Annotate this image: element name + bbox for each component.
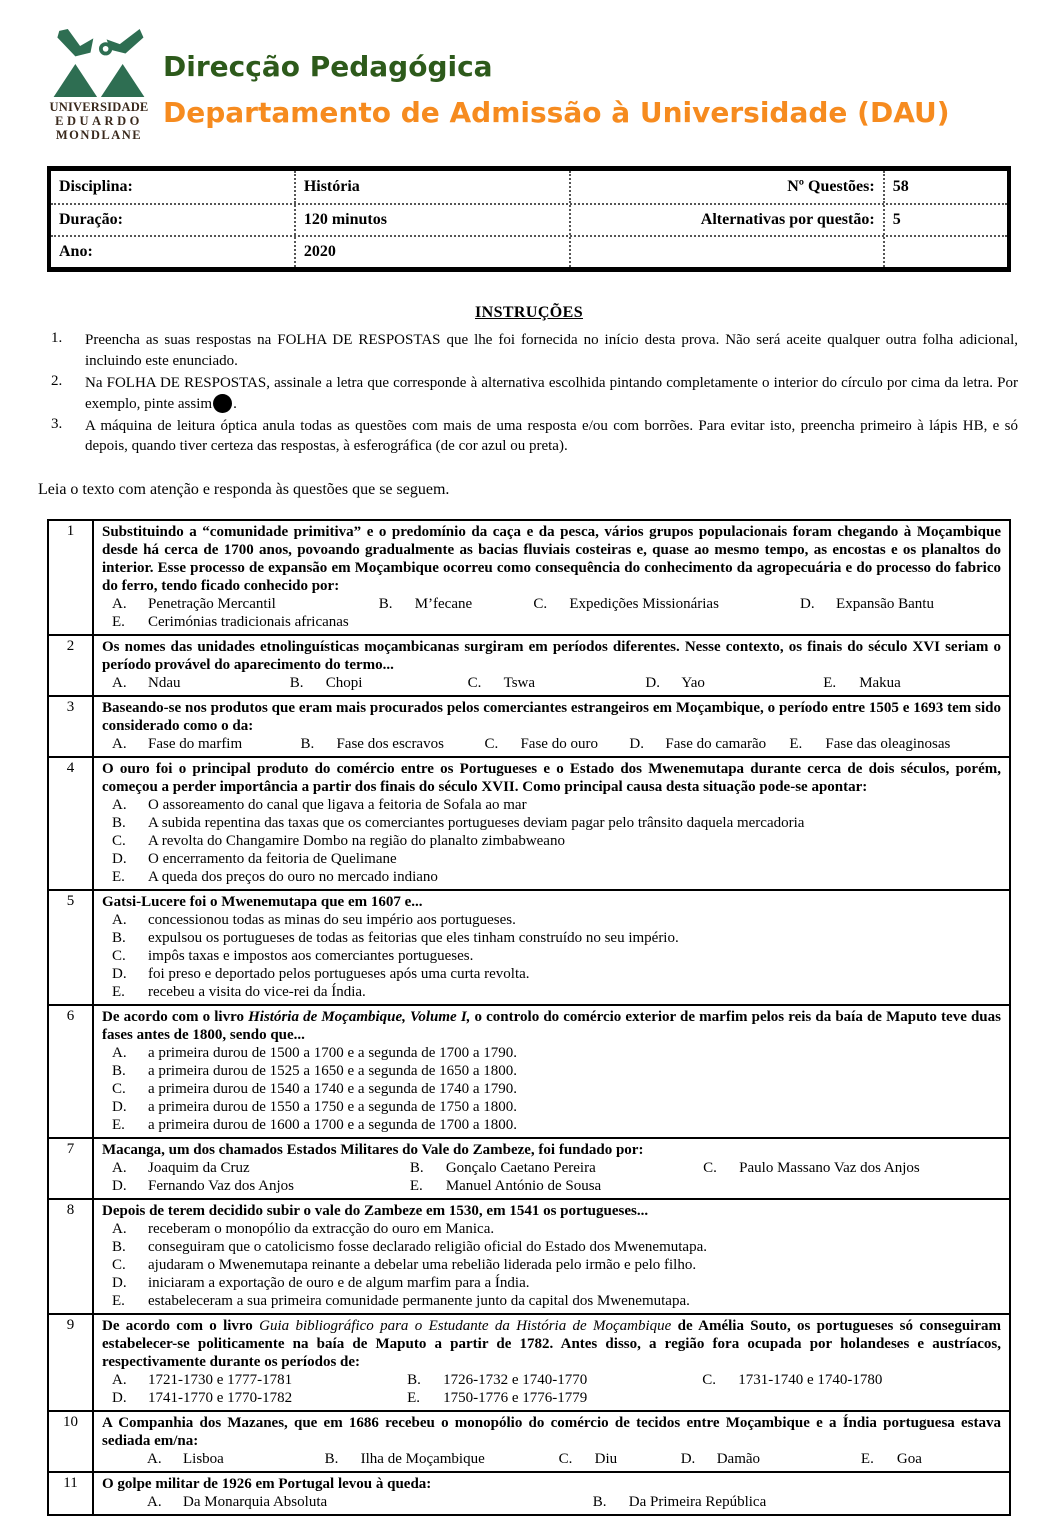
option-row (102, 595, 1001, 613)
option-text: 1750-1776 e 1776-1779 (443, 1389, 588, 1406)
option-letter: D. (680, 1450, 696, 1467)
option-text: Lisboa (183, 1450, 224, 1467)
option (533, 595, 800, 613)
option-text: Fase do camarão (665, 735, 767, 752)
question-number: 10 (49, 1412, 94, 1471)
instruction-number: 2. (51, 373, 63, 390)
instruction-item (47, 373, 1018, 414)
option (800, 595, 1001, 613)
option-letter: C. (467, 674, 482, 691)
question-row (49, 889, 1009, 1004)
instruction-text (85, 330, 1018, 371)
option-letter: B. (112, 814, 126, 831)
option-text: Cerimónias tradicionais africanas (148, 613, 349, 630)
info-label: Ano: (59, 243, 93, 261)
option-text: Fernando Vaz dos Anjos (148, 1177, 294, 1194)
option-text: Paulo Massano Vaz dos Anjos (739, 1159, 920, 1176)
question-stem (102, 699, 1001, 735)
option-letter: A. (112, 735, 127, 752)
option-text: Fase do ouro (520, 735, 598, 752)
option (300, 735, 484, 753)
option-row (102, 1389, 1001, 1407)
option-text: A queda dos preços do ouro no mercado indiano (148, 868, 438, 885)
question-stem (102, 893, 1001, 911)
option (407, 1371, 702, 1389)
instruction-text (85, 373, 1018, 414)
question-row (49, 634, 1009, 695)
question-content (94, 521, 1009, 634)
option-text: impôs taxas e impostos aos comerciantes portugueses. (148, 947, 474, 964)
option (112, 868, 1001, 886)
header-titles (163, 26, 950, 129)
info-label-right (569, 237, 883, 267)
question-row (49, 1410, 1009, 1471)
option-row (102, 1274, 1001, 1292)
question-number: 4 (49, 758, 94, 889)
instruction-number: 1. (51, 330, 63, 347)
option-letter: A. (112, 911, 127, 928)
option-row (102, 868, 1001, 886)
option-letter: B. (289, 674, 304, 691)
option (325, 1450, 559, 1468)
option-text: Diu (594, 1450, 618, 1467)
option-letter: C. (112, 1256, 126, 1273)
option (112, 595, 379, 613)
option-text: O assoreamento do canal que ligava a feitoria de Sofala ao mar (148, 796, 527, 813)
option-letter: E. (112, 613, 125, 630)
option-text: a primeira durou de 1500 a 1700 e a segunda de 1700 a 1790. (148, 1044, 518, 1061)
university-logo (47, 26, 151, 142)
question-row (49, 1471, 1009, 1514)
option-letter: E. (112, 868, 125, 885)
instructions-title: INSTRUÇÕES (474, 304, 584, 322)
option-letter: D. (112, 965, 127, 982)
option-letter: A. (112, 595, 127, 612)
option-letter: A. (112, 1220, 127, 1237)
option (112, 1062, 1001, 1080)
info-label-right: Nº Questões: (569, 171, 883, 203)
option (112, 1177, 410, 1195)
option (629, 735, 789, 753)
option (468, 674, 646, 692)
option-letter: E. (789, 735, 803, 752)
option-text: Expansão Bantu (836, 595, 934, 612)
questions-table (47, 519, 1011, 1516)
instruction-text-segment: Preencha as suas respostas na FOLHA DE RESPOSTAS que lhe foi fornecida no início desta prova. Não será aceite qualquer outra folha adicional, incluindo este enunciado. (85, 332, 1018, 369)
option (112, 1274, 1001, 1292)
option (112, 1220, 1001, 1238)
option-letter: E. (409, 1177, 423, 1194)
option (112, 911, 1001, 929)
option-letter: E. (407, 1389, 421, 1406)
org-line-1: UNIVERSIDADE (49, 100, 149, 114)
option-text: a primeira durou de 1540 a 1740 e a segunda de 1740 a 1790. (148, 1080, 518, 1097)
option-letter: B. (324, 1450, 339, 1467)
option (112, 1044, 1001, 1062)
option-text: 1721-1730 e 1777-1781 (148, 1371, 293, 1388)
instruction-text-segment: . (233, 395, 237, 412)
option-letter: A. (112, 1044, 127, 1061)
stem-text-segment: De acordo com o livro (102, 1317, 260, 1334)
info-value-right: 58 (883, 171, 1007, 203)
question-stem (102, 1202, 1001, 1220)
option (645, 674, 823, 692)
option-row (102, 911, 1001, 929)
question-stem (102, 1475, 1001, 1493)
option (112, 1292, 1001, 1310)
option (407, 1389, 1001, 1407)
question-row (49, 1313, 1009, 1410)
option (112, 983, 1001, 1001)
question-number: 2 (49, 636, 94, 695)
option-letter: D. (629, 735, 644, 752)
option-letter: A. (147, 1493, 162, 1510)
option-row (102, 1098, 1001, 1116)
question-row (49, 1137, 1009, 1198)
stem-text-segment: Macanga, um dos chamados Estados Militares do Vale do Zambeze, foi fundado por: (102, 1141, 644, 1158)
question-content (94, 1139, 1009, 1198)
option-text: Gonçalo Caetano Pereira (445, 1159, 596, 1176)
option-letter: B. (378, 595, 393, 612)
option-text: conseguiram que o catolicismo fosse declarado religião oficial do Estado dos Mwenemutapa. (148, 1238, 707, 1255)
question-content (94, 1200, 1009, 1313)
option-letter: A. (147, 1450, 162, 1467)
question-row (49, 1198, 1009, 1313)
stem-text-segment: De acordo com o livro (102, 1008, 249, 1025)
option (789, 735, 1001, 753)
uem-emblem-icon (51, 28, 147, 98)
option-text: recebeu a visita do vice-rei da Índia. (148, 983, 366, 1000)
option-text: Ilha de Moçambique (360, 1450, 485, 1467)
option (112, 1159, 410, 1177)
option-letter: A. (112, 674, 127, 691)
option-text: a primeira durou de 1550 a 1750 e a segunda de 1750 a 1800. (148, 1098, 518, 1115)
option-row (102, 1450, 1001, 1468)
org-line-3: MONDLANE (55, 128, 143, 143)
option-text: Fase dos escravos (336, 735, 444, 752)
stem-text-segment: Os nomes das unidades etnolinguísticas moçambicanas surgiram em períodos diferentes. Nesse contexto, os finais do século XVI seriam o período provável do aparecimento do termo... (102, 638, 1001, 673)
option-text: Da Monarquia Absoluta (183, 1493, 328, 1510)
question-content (94, 758, 1009, 889)
option-text: a primeira durou de 1600 a 1700 e a segunda de 1700 a 1800. (148, 1116, 518, 1133)
option (112, 1256, 1001, 1274)
question-stem (102, 1141, 1001, 1159)
option-row (102, 1238, 1001, 1256)
option-letter: D. (112, 850, 127, 867)
option (593, 1493, 1001, 1511)
option-row (102, 814, 1001, 832)
option (147, 1493, 593, 1511)
option-letter: B. (112, 1062, 126, 1079)
option-text: Yao (681, 674, 705, 691)
option-letter: A. (112, 796, 127, 813)
option (484, 735, 629, 753)
stem-text-segment: o controlo do comércio exterior de marfim pelos reis da baía de Maputo teve duas fases antes de 1800, sendo que... (102, 1008, 1001, 1043)
option-text: Makua (859, 674, 901, 691)
option-row (102, 1256, 1001, 1274)
option-row (102, 1493, 1001, 1511)
option-text: M’fecane (414, 595, 473, 612)
option-text: Expedições Missionárias (569, 595, 719, 612)
question-row (49, 756, 1009, 889)
stem-text-segment: de Amélia Souto, os portugueses só conseguiram estabelecer-se politicamente na baía de Maputo a partir de 1782. Antes disso, a região fora ocupada por holandeses e austríacos, respectivamente durante os períodos de: (102, 1317, 1001, 1370)
option-text: Manuel António de Sousa (445, 1177, 602, 1194)
option (112, 965, 1001, 983)
option (112, 1080, 1001, 1098)
university-name (47, 100, 151, 142)
option-text: Fase do marfim (148, 735, 243, 752)
stem-text-segment: Substituindo a “comunidade primitiva” e o predomínio da caça e da pesca, vários grupos populacionais foram chegando à Moçambique desde há cerca de 1700 anos, povoando gradualmente as bacias fluviais costeiras e, quase ao mesmo tempo, as encostas e os planaltos do interior. Esse processo de expansão em Moçambique ocorreu como consequência do conhecimento da agropecuária e do processo do fabrico do ferro, tendo ficado conhecido por: (102, 523, 1001, 594)
instruction-number: 3. (51, 415, 63, 432)
stem-text-segment: Gatsi-Lucere foi o Mwenemutapa que em 1607 e... (102, 893, 423, 910)
option-text: concessionou todas as minas do seu império aos portugueses. (148, 911, 516, 928)
option-row (102, 929, 1001, 947)
option-text: O encerramento da feitoria de Quelimane (148, 850, 397, 867)
question-number: 11 (49, 1473, 94, 1514)
option (379, 595, 534, 613)
option-text: 1726-1732 e 1740-1770 (443, 1371, 588, 1388)
info-label-right: Alternativas por questão: (569, 205, 883, 235)
option-letter: A. (112, 1159, 127, 1176)
option-letter: E. (112, 1116, 125, 1133)
stem-text-segment: A Companhia dos Mazanes, que em 1686 recebeu o monopólio do comércio de tecidos entre Moçambique e a Índia portuguesa estava sediada em/na: (102, 1414, 1001, 1449)
info-value-right: 5 (883, 205, 1007, 235)
option-text: iniciaram a exportação de ouro e de algum marfim para a Índia. (148, 1274, 530, 1291)
option-text: Penetração Mercantil (148, 595, 276, 612)
option-row (102, 735, 1001, 753)
option (147, 1450, 325, 1468)
option-letter: C. (112, 1080, 126, 1097)
direction-title: Direcção Pedagógica (163, 50, 493, 83)
option-row (102, 965, 1001, 983)
stem-text-segment: Guia bibliográfico para o Estudante da História de Moçambique (259, 1317, 672, 1334)
option-letter: B. (407, 1371, 421, 1388)
option-row (102, 613, 1001, 631)
info-value: 2020 (294, 237, 569, 267)
option (823, 674, 1001, 692)
info-value-right (883, 237, 1007, 267)
question-number: 9 (49, 1315, 94, 1410)
option-row (102, 796, 1001, 814)
option-text: ajudaram o Mwenemutapa reinante a debelar uma rebelião liderada pelo irmão e pelo filho. (148, 1256, 697, 1273)
question-stem (102, 1317, 1001, 1371)
option-text: Joaquim da Cruz (148, 1159, 250, 1176)
question-number: 6 (49, 1006, 94, 1137)
option-letter: B. (112, 929, 126, 946)
option-letter: C. (533, 595, 548, 612)
option-text: 1741-1770 e 1770-1782 (148, 1389, 293, 1406)
instruction-item (47, 416, 1018, 457)
question-number: 7 (49, 1139, 94, 1198)
question-content (94, 1412, 1009, 1471)
option-text: Damão (716, 1450, 761, 1467)
option (861, 1450, 1001, 1468)
question-row (49, 1004, 1009, 1137)
exam-page (0, 26, 1058, 1516)
department-title: Departamento de Admissão à Universidade (DAU) (163, 96, 950, 129)
option-text: Fase das oleaginosas (825, 735, 951, 752)
option-letter: C. (702, 1371, 717, 1388)
question-number: 8 (49, 1200, 94, 1313)
option (112, 850, 1001, 868)
info-value: 120 minutos (294, 205, 569, 235)
option-row (102, 832, 1001, 850)
option-text: Tswa (503, 674, 536, 691)
question-stem (102, 638, 1001, 674)
stem-text-segment: O golpe militar de 1926 em Portugal levou à queda: (102, 1475, 432, 1492)
exam-info-table (47, 166, 1011, 272)
filled-circle-icon (213, 394, 232, 413)
option-letter: D. (112, 1274, 127, 1291)
option-row (102, 1080, 1001, 1098)
option (112, 613, 1001, 631)
option-letter: B. (112, 1238, 126, 1255)
option-row (102, 850, 1001, 868)
option-row (102, 1371, 1001, 1389)
option-row (102, 947, 1001, 965)
question-stem (102, 1008, 1001, 1044)
instruction-text-segment: Na FOLHA DE RESPOSTAS, assinale a letra que corresponde à alternativa escolhida pintando completamente o interior do círculo por cima da letra. Por exemplo, pinte assim (85, 375, 1018, 412)
option-letter: C. (112, 947, 126, 964)
question-row (49, 521, 1009, 634)
option-letter: A. (112, 1371, 127, 1388)
info-label: Disciplina: (59, 178, 133, 196)
option-row (102, 674, 1001, 692)
option-row (102, 1292, 1001, 1310)
option-letter: C. (558, 1450, 573, 1467)
option (703, 1159, 1001, 1177)
question-content (94, 697, 1009, 756)
option (112, 796, 1001, 814)
instruction-text-segment: A máquina de leitura óptica anula todas as questões com mais de uma resposta e/ou com borrões. Para evitar isto, preencha primeiro à lápis HB, e só depois, quando tiver certeza das respostas, à esferográfica (de cor azul ou preta). (85, 417, 1018, 455)
stem-text-segment: História de Moçambique, Volume I, (248, 1008, 471, 1025)
option-text: Da Primeira República (628, 1493, 767, 1510)
option (112, 832, 1001, 850)
option-text: Goa (896, 1450, 922, 1467)
info-value: História (294, 171, 569, 203)
question-stem (102, 1414, 1001, 1450)
option (410, 1177, 1001, 1195)
exam-info-row (51, 203, 1007, 235)
question-content (94, 1473, 1009, 1514)
option (112, 947, 1001, 965)
exam-info-row (51, 171, 1007, 203)
option (112, 1371, 407, 1389)
option-row (102, 1177, 1001, 1195)
option (112, 1098, 1001, 1116)
question-content (94, 891, 1009, 1004)
option-text: foi preso e deportado pelos portugueses após uma curta revolta. (148, 965, 530, 982)
option-letter: D. (800, 595, 815, 612)
question-row (49, 695, 1009, 756)
option (702, 1371, 1001, 1389)
option-text: Chopi (325, 674, 363, 691)
option-letter: D. (112, 1389, 127, 1406)
stem-text-segment: O ouro foi o principal produto do comércio entre os Portugueses e o Estado dos Mwenemutapa durante cerca de dois séculos, porém, começou a perder importância a partir dos finais do século XVII. Como principal causa desta situação pode-se apontar: (102, 760, 1001, 795)
info-label: Duração: (59, 211, 123, 229)
option-letter: E. (112, 1292, 125, 1309)
org-line-2: EDUARDO (55, 114, 143, 129)
instructions-list (47, 330, 1018, 456)
option-letter: C. (484, 735, 499, 752)
option-row (102, 1116, 1001, 1134)
option (290, 674, 468, 692)
option-text: receberam o monopólio da extracção do ouro em Manica. (148, 1220, 495, 1237)
option-row (102, 1159, 1001, 1177)
question-content (94, 1315, 1009, 1410)
option-text: A revolta do Changamire Dombo na região do planalto zimbabweano (148, 832, 565, 849)
option-row (102, 1220, 1001, 1238)
option (112, 674, 290, 692)
option-text: Ndau (148, 674, 181, 691)
option-letter: C. (703, 1159, 717, 1176)
question-number: 5 (49, 891, 94, 1004)
question-stem (102, 760, 1001, 796)
option (112, 1389, 407, 1407)
option-text: estabeleceram a sua primeira comunidade permanente junto da capital dos Mwenemutapa. (148, 1292, 690, 1309)
option (112, 735, 300, 753)
document-header (47, 26, 1011, 142)
stem-text-segment: Baseando-se nos produtos que eram mais procurados pelos comerciantes estrangeiros em Moçambique, o período entre 1505 e 1693 tem sido considerado como o da: (102, 699, 1001, 734)
question-number: 1 (49, 521, 94, 634)
option-text: a primeira durou de 1525 a 1650 e a segunda de 1650 a 1800. (148, 1062, 518, 1079)
option-letter: B. (592, 1493, 607, 1510)
option (112, 814, 1001, 832)
option-letter: D. (645, 674, 660, 691)
question-number: 3 (49, 697, 94, 756)
option-letter: D. (112, 1098, 127, 1115)
option-letter: C. (112, 832, 126, 849)
option (410, 1159, 703, 1177)
option (112, 1116, 1001, 1134)
lead-text: Leia o texto com atenção e responda às questões que se seguem. (38, 480, 450, 498)
option-text: 1731-1740 e 1740-1780 (738, 1371, 883, 1388)
option-letter: B. (409, 1159, 424, 1176)
instruction-item (47, 330, 1018, 371)
question-content (94, 636, 1009, 695)
option-letter: D. (112, 1177, 127, 1194)
option-text: expulsou os portugueses de todas as feitorias que eles tinham construído no seu império. (148, 929, 679, 946)
option-letter: E. (112, 983, 125, 1000)
option-letter: B. (300, 735, 315, 752)
option (112, 929, 1001, 947)
question-stem (102, 523, 1001, 595)
option-row (102, 1062, 1001, 1080)
option-letter: E. (860, 1450, 874, 1467)
option-row (102, 1044, 1001, 1062)
option (681, 1450, 861, 1468)
option (112, 1238, 1001, 1256)
stem-text-segment: Depois de terem decidido subir o vale do Zambeze em 1530, em 1541 os portugueses... (102, 1202, 649, 1219)
question-content (94, 1006, 1009, 1137)
option-row (102, 983, 1001, 1001)
instruction-text (85, 416, 1018, 457)
option-text: A subida repentina das taxas que os comerciantes portugueses deviam pagar pelo trânsito daquela mercadoria (148, 814, 805, 831)
option (559, 1450, 681, 1468)
exam-info-row (51, 235, 1007, 267)
option-letter: E. (823, 674, 837, 691)
